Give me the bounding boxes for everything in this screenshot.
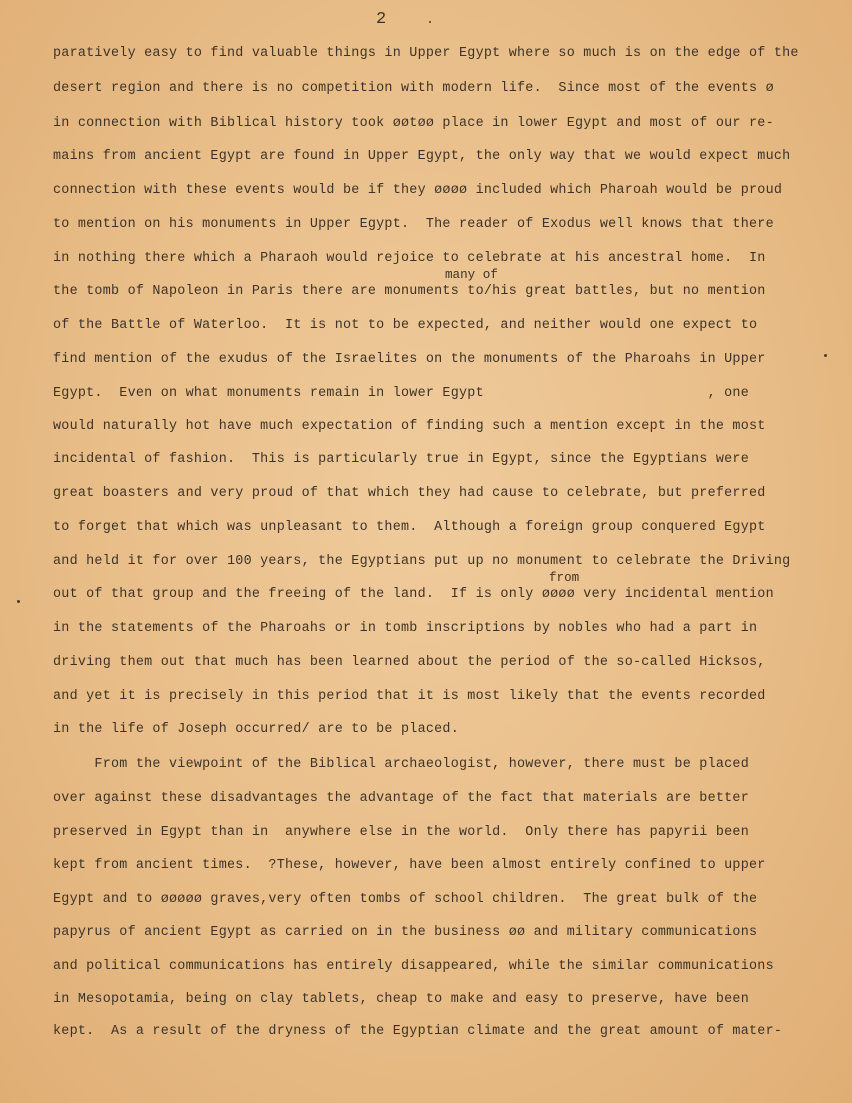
text-line: great boasters and very proud of that which they had cause to celebrate, but preferred (53, 486, 766, 501)
text-line: to mention on his monuments in Upper Egypt. The reader of Exodus well knows that there (53, 217, 774, 232)
margin-ink-mark (17, 600, 20, 603)
text-line: paratively easy to find valuable things in Upper Egypt where so much is on the edge of the (53, 46, 799, 61)
text-line: mains from ancient Egypt are found in Upper Egypt, the only way that we would expect much (53, 149, 791, 164)
text-line: papyrus of ancient Egypt as carried on in the business øø and military communications (53, 925, 758, 940)
text-line: in the life of Joseph occurred/ are to be placed. (53, 722, 459, 737)
page-number: 2 (376, 10, 387, 29)
text-line: find mention of the exudus of the Israelites on the monuments of the Pharoahs in Upper (53, 352, 766, 367)
text-line: in the statements of the Pharoahs or in tomb inscriptions by nobles who had a part in (53, 621, 758, 636)
interlinear-insertion-many-of: many of (445, 268, 498, 282)
text-line: of the Battle of Waterloo. It is not to be expected, and neither would one expect to (53, 318, 758, 333)
text-line: and political communications has entirely disappeared, while the similar communications (53, 959, 774, 974)
text-line: driving them out that much has been learned about the period of the so-called Hicksos, (53, 655, 766, 670)
text-line: incidental of fashion. This is particularly true in Egypt, since the Egyptians were (53, 452, 749, 467)
margin-ink-mark (824, 354, 827, 357)
text-line: out of that group and the freeing of the land. If is only øøøø very incidental mention (53, 587, 774, 602)
interlinear-insertion-from: from (549, 571, 580, 585)
text-line: in connection with Biblical history took øøtøø place in lower Egypt and most of our re- (53, 116, 774, 131)
text-line: in Mesopotamia, being on clay tablets, cheap to make and easy to preserve, have been (53, 992, 749, 1007)
text-line: kept from ancient times. ?These, however, have been almost entirely confined to upper (53, 858, 766, 873)
text-line: preserved in Egypt than in anywhere else in the world. Only there has papyrii been (53, 825, 749, 840)
margin-ink-mark (429, 21, 431, 23)
text-line: From the viewpoint of the Biblical archaeologist, however, there must be placed (53, 757, 749, 772)
text-line: desert region and there is no competition with modern life. Since most of the events ø (53, 81, 774, 96)
text-line: kept. As a result of the dryness of the Egyptian climate and the great amount of mater- (53, 1024, 783, 1039)
text-line: in nothing there which a Pharaoh would rejoice to celebrate at his ancestral home. In (53, 251, 766, 266)
text-line: over against these disadvantages the advantage of the fact that materials are better (53, 791, 749, 806)
text-line: and yet it is precisely in this period that it is most likely that the events recorded (53, 689, 766, 704)
text-line: Egypt. Even on what monuments remain in lower Egypt , one (53, 386, 749, 401)
text-line: to forget that which was unpleasant to them. Although a foreign group conquered Egypt (53, 520, 766, 535)
text-line: connection with these events would be if they øøøø included which Pharoah would be proud (53, 183, 783, 198)
text-line: and held it for over 100 years, the Egyptians put up no monument to celebrate the Driving (53, 554, 791, 569)
text-line: the tomb of Napoleon in Paris there are monuments to/his great battles, but no mention (53, 284, 766, 299)
text-line: Egypt and to øøøøø graves,very often tombs of school children. The great bulk of the (53, 892, 758, 907)
text-line: would naturally hot have much expectation of finding such a mention except in the most (53, 419, 766, 434)
